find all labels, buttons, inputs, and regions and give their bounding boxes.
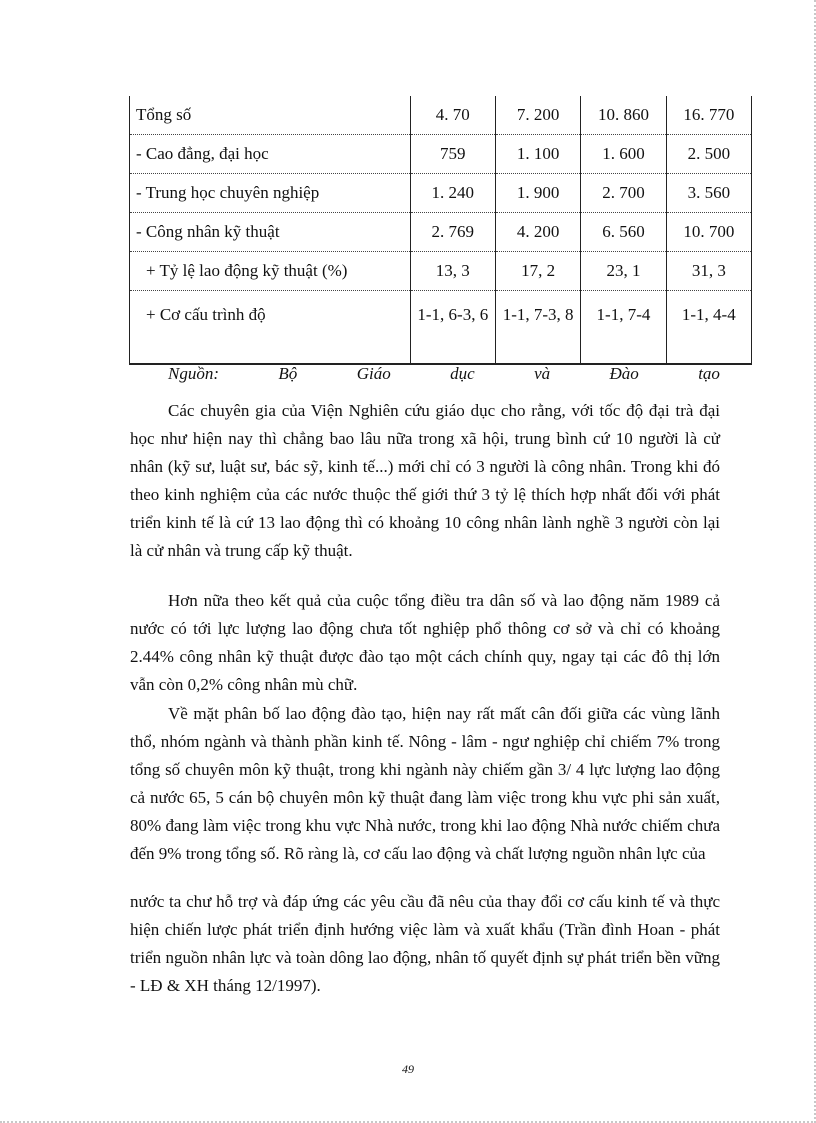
source-word: Giáo (356, 364, 391, 383)
table-cell: 10. 860 (581, 96, 666, 135)
row-label: Tổng số (130, 96, 411, 135)
row-label: - Công nhân kỹ thuật (130, 213, 411, 252)
paragraph-text: Hơn nữa theo kết quả của cuộc tổng điều tra dân số và lao động năm 1989 cả nước có tới lực lượng lao động chưa tốt nghiệp phổ thông cơ sở và chỉ có khoảng 2.44% công nhân kỹ thuật được đào tạo một cách chính quy, ngay tại các đô thị lớn vẫn còn 0,2% công nhân mù chữ. (130, 591, 720, 694)
table-cell: 2. 769 (410, 213, 495, 252)
paragraph-text: nước ta chư hỗ trợ và đáp ứng các yêu cầu đã nêu của thay đổi cơ cấu kinh tế và thực hiện chiến lược phát triển định hướng việc làm và xuất khẩu (Trần đình Hoan - phát triển nguồn nhân lực và toàn dông lao động, nhân tố quyết định sự phát triển bền vững - LĐ & XH tháng 12/1997). (130, 892, 720, 995)
row-label: - Trung học chuyên nghiệp (130, 174, 411, 213)
table-cell: 1-1, 6-3, 6 (410, 291, 495, 365)
source-word: và (534, 364, 551, 383)
table-cell: 3. 560 (666, 174, 751, 213)
paragraph-text: Các chuyên gia của Viện Nghiên cứu giáo dục cho rằng, với tốc độ đại trà đại học như hiện nay thì chẳng bao lâu nữa trong xã hội, trung bình cứ 10 người là cử nhân (kỹ sư, luật sư, bác sỹ, kinh tế...) mới chỉ có 3 người là công nhân. Trong khi đó theo kinh nghiệm của các nước thuộc thế giới thứ 3 tỷ lệ thích hợp nhất đối với phát triển kinh tế là cứ 13 lao động thì có khoảng 10 công nhân lành nghề 3 người còn lại là cử nhân và trung cấp kỹ thuật. (130, 401, 720, 560)
table-cell: 16. 770 (666, 96, 751, 135)
paragraph-continuation (130, 888, 720, 1000)
table-cell: 4. 70 (410, 96, 495, 135)
table-row (130, 291, 752, 365)
table-cell: 10. 700 (666, 213, 751, 252)
table-row (130, 135, 752, 174)
row-label: + Cơ cấu trình độ (130, 291, 411, 365)
table-row (130, 213, 752, 252)
table-cell: 1. 900 (495, 174, 580, 213)
table-cell: 1. 100 (495, 135, 580, 174)
table-cell: 13, 3 (410, 252, 495, 291)
table-cell: 23, 1 (581, 252, 666, 291)
table-row (130, 252, 752, 291)
source-word: Nguồn: (168, 364, 219, 383)
table-cell: 7. 200 (495, 96, 580, 135)
table-cell: 2. 500 (666, 135, 751, 174)
table-cell: 759 (410, 135, 495, 174)
source-citation (168, 364, 720, 384)
paragraph-text: Về mặt phân bố lao động đào tạo, hiện nay rất mất cân đối giữa các vùng lãnh thổ, nhóm ngành và thành phần kinh tế. Nông - lâm - ngư nghiệp chỉ chiếm 7% trong tổng số chuyên môn kỹ thuật, trong khi ngành này chiếm gần 3/ 4 lực lượng lao động cả nước 65, 5 cán bộ chuyên môn kỹ thuật đang làm việc trong khu vực phi sản xuất, 80% đang làm việc trong khu vực Nhà nước, trong khi lao động Nhà nước chiếm chưa đến 9% trong tổng số. Rõ ràng là, cơ cấu lao động và chất lượng nguồn nhân lực của (130, 704, 720, 863)
paragraph-experts (130, 397, 720, 565)
paragraph-distribution (130, 700, 720, 868)
table-row (130, 174, 752, 213)
source-word: tạo (698, 364, 720, 383)
table-cell: 2. 700 (581, 174, 666, 213)
table-cell: 1. 240 (410, 174, 495, 213)
table-cell: 6. 560 (581, 213, 666, 252)
table-cell: 4. 200 (495, 213, 580, 252)
table-cell: 1-1, 7-3, 8 (495, 291, 580, 365)
source-word: Đào (609, 364, 639, 383)
table-cell: 1. 600 (581, 135, 666, 174)
source-word: Bộ (278, 364, 298, 383)
paragraph-census (130, 587, 720, 699)
row-label: - Cao đẳng, đại học (130, 135, 411, 174)
table-cell: 31, 3 (666, 252, 751, 291)
table-cell: 1-1, 4-4 (666, 291, 751, 365)
row-label: + Tỷ lệ lao động kỹ thuật (%) (130, 252, 411, 291)
table-cell: 1-1, 7-4 (581, 291, 666, 365)
table-row (130, 96, 752, 135)
page-number: 49 (402, 1062, 414, 1076)
table-cell: 17, 2 (495, 252, 580, 291)
statistics-table (129, 96, 752, 365)
source-word: dục (450, 364, 475, 383)
